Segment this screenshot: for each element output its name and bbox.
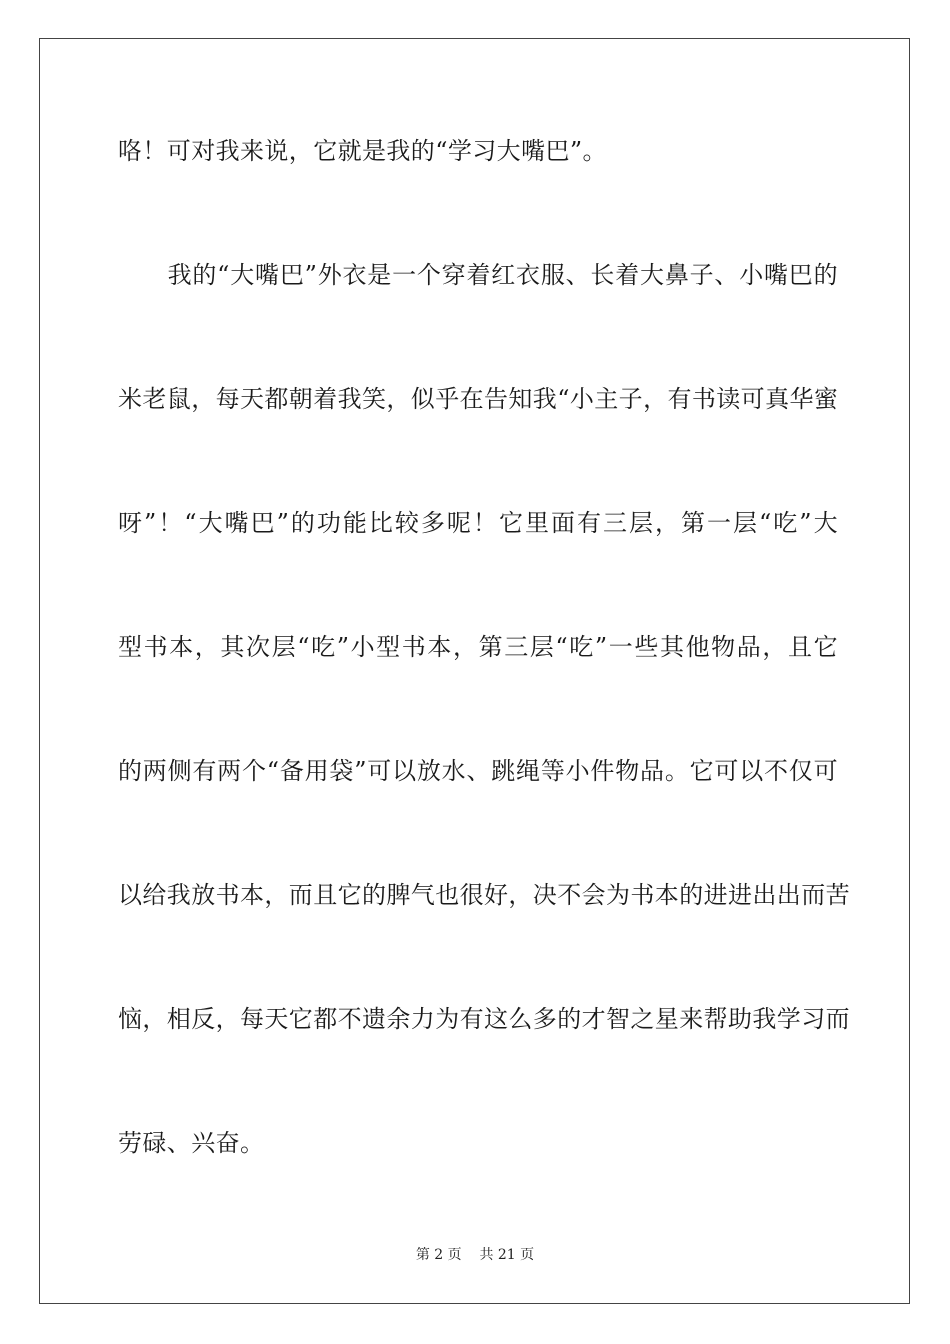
paragraph-line-4: 呀”！“大嘴巴”的功能比较多呢！它里面有三层，第一层“吃”大 <box>118 509 838 537</box>
paragraph-line-6: 的两侧有两个“备用袋”可以放水、跳绳等小件物品。它可以不仅可 <box>118 757 838 785</box>
paragraph-line-5: 型书本，其次层“吃”小型书本，第三层“吃”一些其他物品，且它 <box>118 633 838 661</box>
page-footer <box>0 1246 950 1264</box>
paragraph-line-3: 米老鼠，每天都朝着我笑，似乎在告知我“小主子，有书读可真华蜜 <box>118 385 839 413</box>
paragraph-line-8: 恼，相反，每天它都不遗余力为有这么多的才智之星来帮助我学习而 <box>118 1005 850 1033</box>
page-number: 第 2 页 <box>415 1247 462 1263</box>
paragraph-line-1: 咯！可对我来说，它就是我的“学习大嘴巴”。 <box>118 137 607 165</box>
paragraph-line-2: 我的“大嘴巴”外衣是一个穿着红衣服、长着大鼻子、小嘴巴的 <box>118 261 838 289</box>
paragraph-line-9: 劳碌、兴奋。 <box>118 1129 265 1157</box>
paragraph-line-7: 以给我放书本，而且它的脾气也很好，决不会为书本的进进出出而苦 <box>118 881 850 909</box>
total-pages: 共 21 页 <box>479 1247 535 1263</box>
page-border <box>39 38 910 1304</box>
